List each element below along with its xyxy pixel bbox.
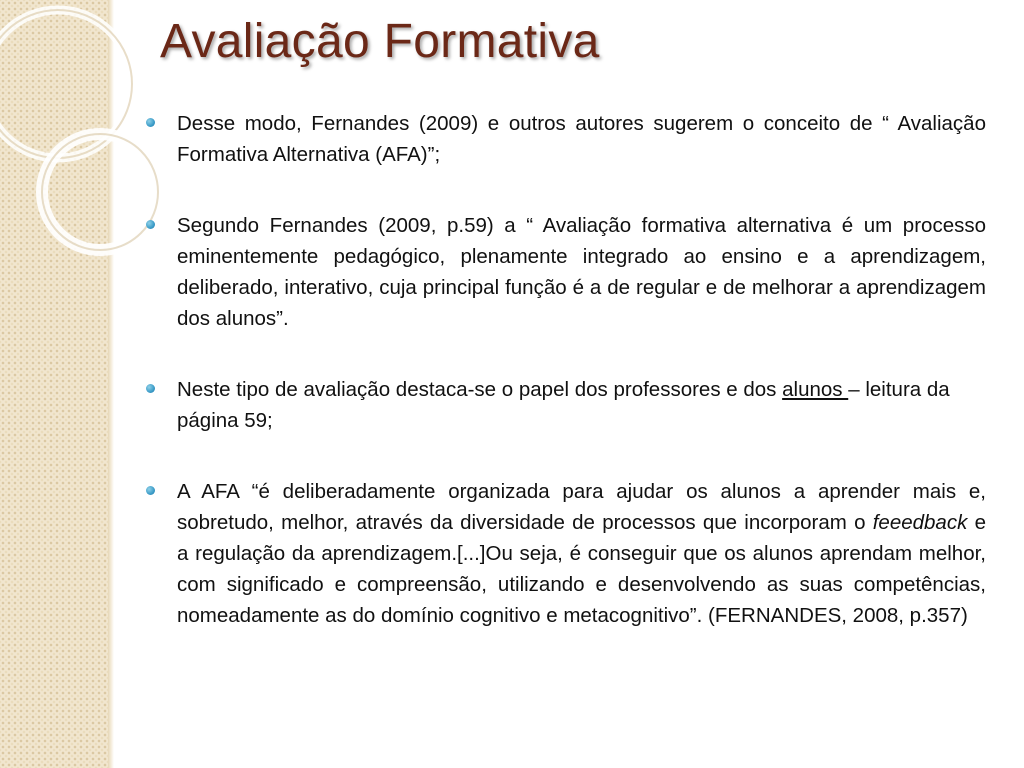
bullet-icon [146, 220, 155, 229]
bullet-text-after: e a regulação da aprendizagem.[...]Ou seja, é conseguir que os alunos aprendam melhor, com significado e compreensão, utilizando e desenvolvendo as suas competências, nomeadamente as do domínio cognitivo e metacognitivo”. (FERNANDES, 2008, p.357) [177, 511, 986, 627]
bullet-text-after: – leitura da página 59; [177, 378, 950, 432]
slide-title: Avaliação Formativa [160, 15, 600, 68]
bullet-text-before: A AFA “é deliberadamente organizada para ajudar os alunos a aprender mais e, sobretudo, melhor, através da diversidade de processos que incorporam o [177, 480, 986, 534]
bullet-text: Segundo Fernandes (2009, p.59) a “ Avaliação formativa alternativa é um processo eminentemente pedagógico, plenamente integrado ao ensino e a aprendizagem, deliberado, interativo, cuja principal função é a de regular e de melhorar a aprendizagem dos alunos”. [177, 214, 986, 330]
underlined-term: alunos [782, 378, 849, 401]
bullet-icon [146, 118, 155, 127]
bullet-text: Desse modo, Fernandes (2009) e outros autores sugerem o conceito de “ Avaliação Formativa Alternativa (AFA)”; [177, 112, 986, 166]
list-item [146, 374, 986, 436]
bullet-icon [146, 384, 155, 393]
italic-term: feeedback [872, 511, 968, 534]
decorative-rings-icon [0, 0, 160, 280]
bullet-text-before: Neste tipo de avaliação destaca-se o papel dos professores e dos [177, 378, 783, 401]
list-item [146, 210, 986, 334]
bullet-icon [146, 486, 155, 495]
list-item [146, 108, 986, 170]
bullet-list [146, 108, 986, 631]
list-item [146, 476, 986, 631]
